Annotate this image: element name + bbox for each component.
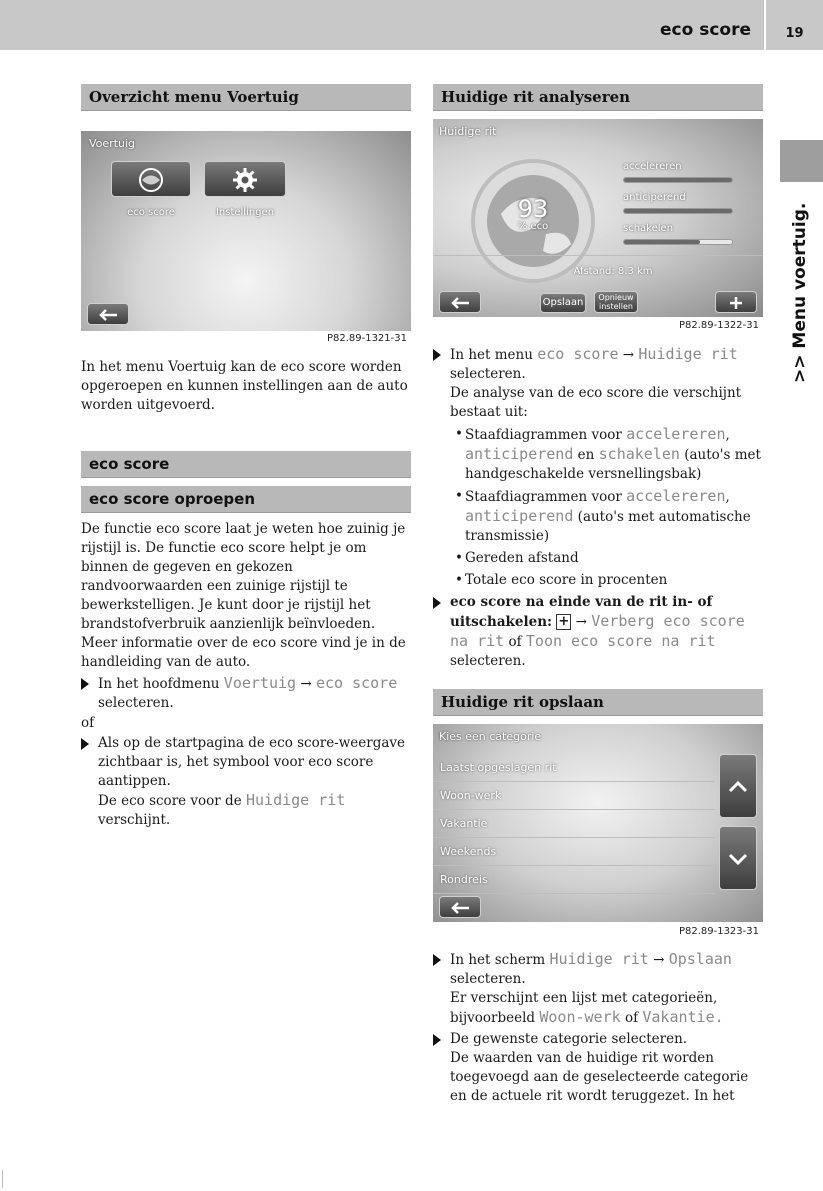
gear-icon <box>232 167 258 193</box>
page-header <box>0 0 823 50</box>
back-button[interactable] <box>87 303 129 325</box>
ui-term: schakelen <box>598 445 680 463</box>
step-categorie <box>433 1030 765 1106</box>
eco-score-unit: % eco <box>517 221 549 232</box>
ui-term: Woon-werk <box>539 1008 621 1026</box>
step-text: selecteren. <box>98 695 174 711</box>
ui-term: Huidige rit <box>245 791 346 809</box>
step-text: selecteren. <box>450 971 526 987</box>
button-label: Opnieuw <box>598 293 634 302</box>
figure-caption: P82.89-1321-31 <box>326 333 407 344</box>
bullet-text: Gereden afstand <box>465 550 579 566</box>
heading-eco-score: eco score <box>81 451 411 478</box>
step-text: Als op de startpagina de eco score-weergave zichtbaar is, het symbool voor eco score aantippen. <box>98 735 406 789</box>
score-bar-label: accelereren <box>623 161 682 172</box>
ui-term: Huidige rit <box>549 950 649 968</box>
scroll-up-button[interactable] <box>719 754 757 818</box>
step-hoofdmenu <box>81 674 413 713</box>
arrow-left-icon <box>449 296 471 310</box>
score-bar-label: anticiperend <box>623 192 686 203</box>
figure-caption: P82.89-1323-31 <box>678 926 759 937</box>
bullet-text: , <box>725 489 730 505</box>
ui-term: anticiperend <box>465 507 574 525</box>
arrow-symbol: → <box>622 347 635 363</box>
instruction-list-opslaan <box>433 950 765 1106</box>
step-text: In het scherm <box>450 952 546 968</box>
step-marker-icon <box>433 1034 441 1046</box>
bullet-text: Totale eco score in procenten <box>465 572 668 588</box>
ui-term: Huidige rit <box>638 345 738 363</box>
score-bar-fill <box>624 240 700 244</box>
arrow-left-icon <box>97 308 119 322</box>
instruction-list-left <box>81 674 413 830</box>
arrow-left-icon <box>449 901 471 915</box>
score-bar-label: schakelen <box>623 223 674 234</box>
step-text: verschijnt. <box>98 812 171 828</box>
step-text: In het hoofdmenu <box>98 676 220 692</box>
score-bar-fill <box>624 178 732 182</box>
step-menu <box>433 345 765 422</box>
divider <box>433 255 763 256</box>
category-list-item[interactable]: Weekends <box>433 838 715 866</box>
body-paragraph: De functie eco score laat je weten hoe zuinig je rijstijl is. De functie eco score helpt je om binnen de gegeven en gekozen randvoorwaarden een zuinige rijstijl te bewerkstelligen. Je kunt door je rijstijl het brandstofverbruik aanzienlijk beïnvloeden. Meer informatie over de eco score vind je in de handleiding van de auto. <box>81 521 406 670</box>
step-marker-icon <box>81 738 89 750</box>
score-bar <box>623 239 733 245</box>
ui-term: anticiperend <box>465 445 574 463</box>
score-bar <box>623 177 733 183</box>
step-text: of <box>508 634 522 650</box>
bullet-item: • Gereden afstand <box>455 550 579 566</box>
step-text: selecteren. <box>450 366 526 382</box>
screenshot-categorie <box>433 724 763 922</box>
step-text: selecteren. <box>450 653 526 669</box>
step-text: eco score na einde van de rit in- of uitschakelen: <box>450 594 713 630</box>
chevron-down-icon <box>728 853 748 867</box>
instruction-list-right <box>433 345 765 671</box>
scroll-down-button[interactable] <box>719 826 757 890</box>
eco-score-value: 93 <box>517 195 549 223</box>
bullet-text: , <box>725 427 730 443</box>
bullet-text: Staafdiagrammen voor <box>465 489 622 505</box>
heading-overzicht: Overzicht menu Voertuig <box>81 84 411 111</box>
instellingen-button-label: Instellingen <box>215 207 275 218</box>
arrow-symbol: → <box>575 614 587 630</box>
category-list-item[interactable]: Vakantie <box>433 810 715 838</box>
intro-paragraph: In het menu Voertuig kan de eco score worden opgeroepen en kunnen instellingen aan de auto worden uitgevoerd. <box>81 359 408 413</box>
step-scherm <box>433 950 765 1028</box>
screenshot-huidige-rit <box>433 119 763 317</box>
screen-title: Huidige rit <box>439 125 497 138</box>
ui-term: Toon eco score na rit <box>525 632 716 650</box>
step-text: of <box>624 1010 639 1026</box>
plus-icon <box>728 295 744 311</box>
ui-term: Vakantie. <box>642 1008 724 1026</box>
back-button[interactable] <box>439 896 481 918</box>
back-button[interactable] <box>439 291 481 313</box>
ui-term: Verberg eco score na rit <box>450 612 745 650</box>
instellingen-button[interactable] <box>204 161 286 197</box>
bullet-item: • Staafdiagrammen voor accelereren, anticiperend en schakelen (auto's met handgeschakelde versnellingsbak) <box>455 425 761 482</box>
ui-term: eco score <box>537 345 619 363</box>
header-divider <box>764 0 766 50</box>
ui-term: Opslaan <box>668 950 732 968</box>
heading-huidige-rit-analyseren: Huidige rit analyseren <box>433 84 763 111</box>
opslaan-button[interactable]: Opslaan <box>540 293 586 313</box>
heading-eco-score-oproepen: eco score oproepen <box>81 486 411 513</box>
step-text: De analyse van de eco score die verschijnt bestaat uit: <box>450 385 742 420</box>
button-label: instellen <box>599 302 633 311</box>
bullet-text: (auto's met handgeschakelde versnellingsbak) <box>465 447 761 482</box>
side-tab-marker <box>780 140 823 182</box>
arrow-symbol: → <box>653 952 665 968</box>
bullet-text: en <box>577 447 595 463</box>
ui-term: accelereren <box>626 487 726 505</box>
step-text: De waarden van de huidige rit worden toegevoegd aan de geselecteerde categorie en de actuele rit wordt teruggezet. In het <box>450 1050 749 1104</box>
step-marker-icon <box>433 349 441 361</box>
step-marker-icon <box>433 954 441 966</box>
score-bar-fill <box>624 209 732 213</box>
step-text: De eco score voor de <box>98 793 242 809</box>
margin-mark <box>2 1170 3 1188</box>
side-nav-label: >> Menu voertuig. <box>790 202 810 383</box>
eco-score-button-label: eco score <box>127 207 175 218</box>
step-eco-score-toggle <box>433 593 765 671</box>
or-text: of <box>81 715 95 731</box>
ui-term: accelereren <box>626 425 726 443</box>
category-list-item[interactable]: Rondreis <box>433 866 715 894</box>
heading-huidige-rit-opslaan: Huidige rit opslaan <box>433 689 763 716</box>
category-list-item[interactable]: Woon-werk <box>433 782 715 810</box>
chevron-up-icon <box>728 779 748 793</box>
screen-title: Kies een categorie <box>439 730 542 743</box>
category-list-item[interactable]: Laatst opgeslagen rit <box>433 754 715 782</box>
figure-caption: P82.89-1322-31 <box>678 320 759 331</box>
ui-term: Voertuig <box>223 674 297 692</box>
bullet-text: (auto's met automatische transmissie) <box>465 509 751 544</box>
step-text: In het menu <box>450 347 533 363</box>
arrow-symbol: → <box>300 676 312 692</box>
bullet-item: • Totale eco score in procenten <box>455 572 668 588</box>
opnieuw-instellen-button[interactable] <box>594 291 638 313</box>
section-title: eco score <box>660 20 751 40</box>
screenshot-voertuig-menu <box>81 131 411 331</box>
screen-title: Voertuig <box>89 137 136 150</box>
page-number: 19 <box>785 26 804 41</box>
plus-key-icon: + <box>556 614 571 630</box>
plus-button[interactable] <box>715 291 757 313</box>
score-bar <box>623 208 733 214</box>
bullet-text: Staafdiagrammen voor <box>465 427 622 443</box>
step-text: Er verschijnt een lijst met categorieën, bijvoorbeeld <box>450 990 718 1026</box>
step-marker-icon <box>433 597 441 609</box>
eco-score-button[interactable] <box>111 161 191 197</box>
ui-term: eco score <box>315 674 398 692</box>
distance-readout: Afstand: 8.3 km <box>573 266 653 277</box>
globe-icon <box>133 167 169 193</box>
step-marker-icon <box>81 678 89 690</box>
step-startpagina <box>81 734 413 830</box>
bullet-item: • Staafdiagrammen voor accelereren, anticiperend (auto's met automatische transmissie) <box>455 487 751 544</box>
step-text: De gewenste categorie selecteren. <box>450 1031 688 1047</box>
